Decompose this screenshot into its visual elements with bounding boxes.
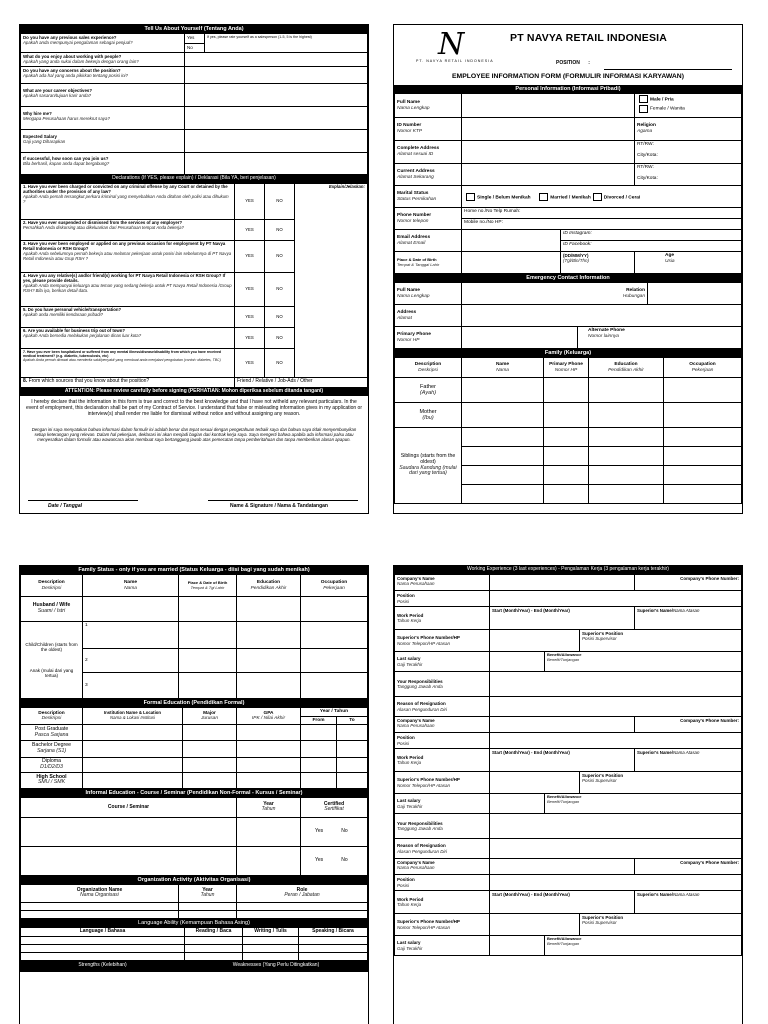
decl-1-no[interactable]: NO <box>265 184 295 220</box>
signature-line[interactable] <box>208 500 358 501</box>
statement-id: Dengan ini saya menyatakan bahwa informasi dalam formulir ini adalah benar dan tepat sesuai dengan pengetahuan terbaik saya dan bahwa saya tidak menyembunyikan setiap keterangan yang relevan. Dalam hal pekerjaan, deklarasi ini akan menjadi bagian dari kontrak kerja saya. Saya mengerti bahwa apabila ada informasi palsu atau menyesatkan dalam formulir atau wawancara akan membuat saya bertanggung jawab atas pemecatan tanpa pemberitahuan dan tanpa memberikan alasan apapun. <box>31 427 357 443</box>
decl-3-no[interactable]: NO <box>265 241 295 273</box>
course1-no[interactable]: No <box>341 828 348 835</box>
address-label: Complete Address <box>397 146 440 152</box>
q2-label: What do you enjoy about working with people? <box>23 54 122 59</box>
personal-title: Personal Information (Informasi Pribadi) <box>394 85 742 93</box>
decl-7-label: Have you ever been hospitalized or suffered from any mental illness/disease/disability from which you have received medical treatment? (e.g. diabetic, tuberculosis, etc) <box>23 350 222 359</box>
decl-3-label: Have you ever been employed or applied on any previous occasion for employment by PT Navya Retail Indonesia or RSH Group? <box>23 241 226 251</box>
decl-1-yes[interactable]: YES <box>235 184 265 220</box>
page-work-experience <box>393 565 743 1024</box>
strengths-header <box>20 961 368 972</box>
family-title: Family (Keluarga) <box>394 349 742 357</box>
ec-address-label: Address <box>397 309 417 315</box>
about-table: Do you have any previous sales experience? Apakah anda mempunyai pengalaman sebagai penjual? Yes If yes, please rate yourself as a salesperson (1-5, 5 is the highest) No What do you enjoy about working with people? Apakah yang anda sukai dalam bekerja dengan orang lain? Do you have any concerns about the position? Apakah ada hal yang anda pikirkan tentang posisi ini? What are your career objectives? Apakah sasaran/tujuan karir anda? Why hire me? Mengapa Perusahaan harus merekrut saya? Expected Salary Gaji yang Diharapkan If successful, how soon can you join us? Bila berhasil, kapan anda dapat bergabung? <box>20 33 368 175</box>
home-phone-field[interactable]: Home no./No Telp Rumah: <box>462 208 741 219</box>
q4-answer[interactable] <box>185 84 368 107</box>
section-title: Tell Us About Yourself (Tentang Anda) <box>20 25 368 33</box>
decl-1-label: Have you ever been charged or convicted on any criminal offense by any Court or detained by the authorities under the provision of any law? <box>23 184 228 194</box>
emergency-title: Emergency Contact Information <box>394 274 742 282</box>
pob-field[interactable] <box>462 252 561 274</box>
org-title: Organization Activity (Aktivitas Organisasi) <box>20 876 368 884</box>
email-field[interactable] <box>462 230 561 252</box>
decl-6-label: Are you available for business trip out of town? <box>27 328 125 333</box>
current-address-field[interactable] <box>462 164 635 186</box>
explain-box[interactable]: Explain/Jelaskan: <box>295 184 368 378</box>
edu-diploma: Diploma <box>41 758 62 765</box>
id-field[interactable] <box>462 118 635 141</box>
decl-2-yes[interactable]: YES <box>235 220 265 241</box>
fullname-field[interactable] <box>462 94 635 118</box>
relation-field[interactable] <box>648 283 742 305</box>
position-label: POSITION : <box>556 60 590 66</box>
siblings-label: Siblings (starts from the oldest) <box>400 452 456 465</box>
page-family-education <box>19 565 369 1024</box>
facebook-field[interactable]: ID Facebook: <box>563 242 592 247</box>
children-label: Child/Children (starts from the oldest) <box>25 641 78 653</box>
course2-yes[interactable]: Yes <box>315 857 324 864</box>
email-label: Email Address <box>397 234 431 240</box>
date-line[interactable] <box>28 500 138 501</box>
edu-postgrad: Post Graduate <box>34 725 69 732</box>
edu-highschool: High School <box>36 773 67 780</box>
decl-4-label: Have you any relative(s) and/or friend(s) working for PT Navya Retail Indonesia or RSH Group? If yes, please provide details. <box>23 273 226 283</box>
age-label: Age <box>665 253 675 258</box>
religion-label: Religion <box>637 123 656 129</box>
decl-4-no[interactable]: NO <box>265 273 295 307</box>
address-field[interactable] <box>462 141 635 164</box>
q1-no[interactable]: No <box>185 44 205 53</box>
divorced-checkbox[interactable] <box>593 193 602 201</box>
relation-label: Relation <box>626 287 646 293</box>
ec-address-field[interactable] <box>462 305 742 327</box>
mobile-field[interactable]: Mobile no./No HP: <box>464 220 503 225</box>
decl-6-yes[interactable]: YES <box>235 328 265 349</box>
job1-company-label: Company's Name <box>397 576 435 581</box>
q5-label: Why hire me? <box>23 111 52 116</box>
decl-5-yes[interactable]: YES <box>235 307 265 328</box>
formal-edu-title: Formal Education (Pendidikan Formal) <box>20 699 368 707</box>
informal-edu-table: Course / Seminar Year Tahun Certified Sertifikat Yes No Yes No <box>20 797 368 876</box>
language-title: Language Ability (Kemampuan Bahasa Asing) <box>20 919 368 927</box>
q2-answer[interactable] <box>185 53 368 67</box>
date-label: Date / Tanggal <box>48 503 82 510</box>
family-status-table: Description Deskripsi Name Nama Place & Date of Birth Tempat & Tgl Lahir Education Pendidikan Akhir Occupation Pekerjaan Husband / Wife Suami / Istri Child/Children (starts from the oldest) Anak (mulai dari yang tertua) 1 2 3 <box>20 574 368 699</box>
formal-edu-table: Description Deskripsi Institution Name & Location Nama & Lokasi Institusi Major Jurusan GPA IPK / Nilai Akhir Year / Tahun From To Post Graduate Pasca Sarjana Bachelor Degree Sarjana (S1) Diploma D1/D2/D3 High School SMU / SMK <box>20 707 368 789</box>
declarations-table: 1. Have you ever been charged or convicted on any criminal offense by any Court or detained by the authorities under the provision of any law? Apakah Anda pernah tersangkut perkara kriminal yang menyebabkan Anda ditahan oleh polisi atau dihukum ? YES NO Explain/Jelaskan: 2. Have you ever suspended or dismissed from the services of any employer? Pernahkah Anda diskorsing atau dikeluarkan dari Perusahaan tempat Anda bekerja? YES NO 3. Have you ever been employed or applied on any previous occasion for employment by PT Navya Retail Indonesia or RSH Group? Apakah Anda sebelumnya pernah bekerja atau melamar pekerjaan untuk posisi lain sebelumnya di PT Navya Retail Indonesia atau Grup RSH ? YES NO 4. Have you any relative(s) and/or friend(s) working for PT Navya Retail Indonesia or RSH Group? If yes, please provide details. Apakah Anda mempunyai keluarga atau teman yang sedang bekerja untuk PT Navya Retail Indonesia /Group RSH? Bila iya, berikan detail data. YES NO 5. Do you have personal vehicle/transportation? Apakah anda memiliki kendaraan pribadi? YES NO 6. Are you available for business trip out of town? Apakah Anda bersedia melakukan perjalanan dinas luar kota? YES NO 7. Have you ever been hospitalized or suffered from any mental illness/disease/disability from which you have received medical treatment? (e.g. diabetic, tuberculosis, etc) Apakah Anda pernah dirawat atau menderita sakit/penyakit yang membuat anda menjalani pengobatan (contoh: diabetes, TBC) YES NO 8. From which sources that you know about the position? Friend / Relative / Job-Ads / Other <box>20 183 368 388</box>
single-checkbox[interactable] <box>466 193 475 201</box>
org-table: Organization Name Nama Organisasi Year Tahun Role Peran / Jabatan <box>20 884 368 919</box>
family-table: Description Deskripsi Name Nama Primary Phone Nomor HP Education Pendidikan Akhir Occupation Pekerjaan Father (Ayah) Mother (Ibu) Siblings (starts from the oldest) Saudara Kandung (mulai dari yang tertua) <box>394 357 742 504</box>
ec-name-label: Full Name <box>397 287 420 293</box>
q4-label: What are your career objectives? <box>23 88 93 93</box>
q6-label: Expected Salary <box>23 134 57 139</box>
spouse-label: Husband / Wife <box>32 602 71 609</box>
decl-7-yes[interactable]: YES <box>235 349 265 378</box>
q6-answer[interactable] <box>185 130 368 153</box>
strengths-label: Strengths (Kelebihan) <box>21 961 185 971</box>
course1-yes[interactable]: Yes <box>315 828 324 835</box>
q1-yes[interactable]: Yes <box>185 34 205 44</box>
emergency-table: Full Name Nama Lengkap Relation Hubungan Address Alamat Primary Phone Nomor HP Alternate Phone Nomor lainnya <box>394 282 742 349</box>
father-label: Father <box>420 383 436 390</box>
mother-label: Mother <box>419 408 437 415</box>
ec-phone-field[interactable] <box>462 327 578 349</box>
q1-hint: If yes, please rate yourself as a salesperson (1-5, 5 is the highest) <box>205 34 368 53</box>
married-checkbox[interactable] <box>539 193 548 201</box>
decl-7-no[interactable]: NO <box>265 349 295 378</box>
work-title: Working Experience (3 last experiences) - Pengalaman Kerja (3 pengalaman kerja terakhir) <box>394 566 742 574</box>
attention-banner: ATTENTION: Please review carefully before signing (PERHATIAN: Mohon diperiksa sebelum ditanda tangani) <box>20 388 368 396</box>
company-logo: N PT. NAVYA RETAIL INDONESIA <box>416 27 494 63</box>
company-name: PT NAVYA RETAIL INDONESIA <box>510 32 668 44</box>
position-field[interactable] <box>604 69 732 70</box>
ec-phone-label: Primary Phone <box>397 331 431 337</box>
current-address-label: Current Address <box>397 168 435 174</box>
source-options[interactable]: Friend / Relative / Job-Ads / Other <box>235 378 368 388</box>
phone-label: Phone Number <box>397 212 432 218</box>
decl-2-label: Have you ever suspended or dismissed from the services of any employer? <box>27 220 183 225</box>
q3-label: Do you have any concerns about the position? <box>23 68 121 73</box>
q1-label: Do you have any previous sales experience? <box>23 35 117 40</box>
family-status-title: Family Status - only if you are married (Status Keluarga - diisi bagi yang sudah menikah) <box>20 566 368 574</box>
job3-company-label: Company's Name <box>397 860 435 865</box>
job2-company-label: Company's Name <box>397 718 435 723</box>
course2-no[interactable]: No <box>341 857 348 864</box>
statement-en: I hereby declare that the information in this form is true and correct to the best knowledge and that I have not witheld any relevant particulars. In the event of employment, this declaration shall be part of my Contract of Service. I understand that false or misleading information gives in my application or interview(s) shall render me liable for dismissal without notice and without assigning any reason. <box>26 399 363 417</box>
male-checkbox[interactable] <box>639 95 648 103</box>
page-employee-info <box>393 24 743 514</box>
decl-5-label: Do you have personal vehicle/transportation? <box>27 307 122 312</box>
language-table: Language / Bahasa Reading / Baca Writing / Tulis Speaking / Bicara <box>20 927 368 961</box>
signature-label: Name & Signature / Nama & Tandatangan <box>230 503 328 510</box>
marital-label: Marital Status <box>397 190 429 196</box>
edu-bachelor: Bachelor Degree <box>32 742 71 749</box>
id-label: ID Number <box>397 123 422 129</box>
personal-table: Full Name Nama Lengkap Male / Pria Female / Wanita ID Number Nomor KTP Religion Agama Complete Address Alamat sesuai ID RT/RW: City/Kota: Current Address Alamat Sekarang RT/RW: City/Kota: Marital Status Status Pernikahan Single / Belum Menikah Married / Menikah Divorced / Cerai Phone Number Nomor telepon Home no./No Telp Rumah: Mobile no./No HP: Email Address Alamat Email ID Instagram: ID Facebook: Place & Date of Birth Tempat & Tanggal Lahir (DD/MM/YY) (Tgl/Bln/Thn) Age Usia <box>394 93 742 274</box>
q5-answer[interactable] <box>185 107 368 130</box>
decl-2-no[interactable]: NO <box>265 220 295 241</box>
weaknesses-label: Weaknesses (Yang Perlu Ditingkatkan) <box>185 961 368 971</box>
decl-6-no[interactable]: NO <box>265 328 295 349</box>
female-checkbox[interactable] <box>639 105 648 113</box>
q3-answer[interactable] <box>185 67 368 84</box>
decl-8-label: From which sources that you know about the position? <box>28 378 150 384</box>
decl-4-yes[interactable]: YES <box>235 273 265 307</box>
instagram-field[interactable]: ID Instagram: <box>561 230 741 241</box>
decl-3-yes[interactable]: YES <box>235 241 265 273</box>
page-about-yourself <box>19 24 369 514</box>
fullname-label: Full Name <box>397 99 420 105</box>
work-table: Company's Name Nama Perusahaan Company's Phone Number: Position Posisi Work Period Tahun Kerja Start (Month/Year) - End (Month/Year) Superior's Name/Nama Atasan Superior's Phone Number/HP Nomor Telepon/HP Atasan Superior's Position Posisi Supervisor Last salary Gaji Terakhir Benefit/Allowance Benefit/Tunjangan Your Responsibilities Tanggung Jawab Anda Reason of Resignation Alasan Pengunduran Diri Company's Name Nama Perusahaan Company's Phone Number: Position Posisi Work Period Tahun Kerja Start (Month/Year) - End (Month/Year) Superior's Name/Nama Atasan Superior's Phone Number/HP Nomor Telepon/HP Atasan Superior's Position Posisi Supervisor Last salary Gaji Terakhir Benefit/Allowance Benefit/Tunjangan Your Responsibilities Tanggung Jawab Anda Reason of Resignation Alasan Pengunduran Diri Company's Name Nama Perusahaan Company's Phone Number: Position Posisi Work Period Tahun Kerja Start (Month/Year) - End (Month/Year) Superior's Name/Nama Atasan Superior's Phone Number/HP Nomor Telepon/HP Atasan Superior's Position Posisi Supervisor Last salary Gaji Terakhir Benefit/Allowance Benefit/Tunjangan <box>394 574 742 956</box>
form-title: EMPLOYEE INFORMATION FORM (FORMULIR INFORMASI KARYAWAN) <box>452 73 684 80</box>
alt-phone-label: Alternate Phone <box>588 328 625 333</box>
pob-label: Place & Date of Birth <box>397 256 437 262</box>
q7-label: If successful, how soon can you join us? <box>23 156 109 161</box>
decl-5-no[interactable]: NO <box>265 307 295 328</box>
declarations-title: Declarations (If YES, please explain) / Deklarasi (Bila YA, beri penjelasan) <box>20 175 368 183</box>
q7-answer[interactable] <box>185 153 368 175</box>
informal-edu-title: Informal Education - Course / Seminar (Pendidikan Non-Formal - Kursus / Seminar) <box>20 789 368 797</box>
